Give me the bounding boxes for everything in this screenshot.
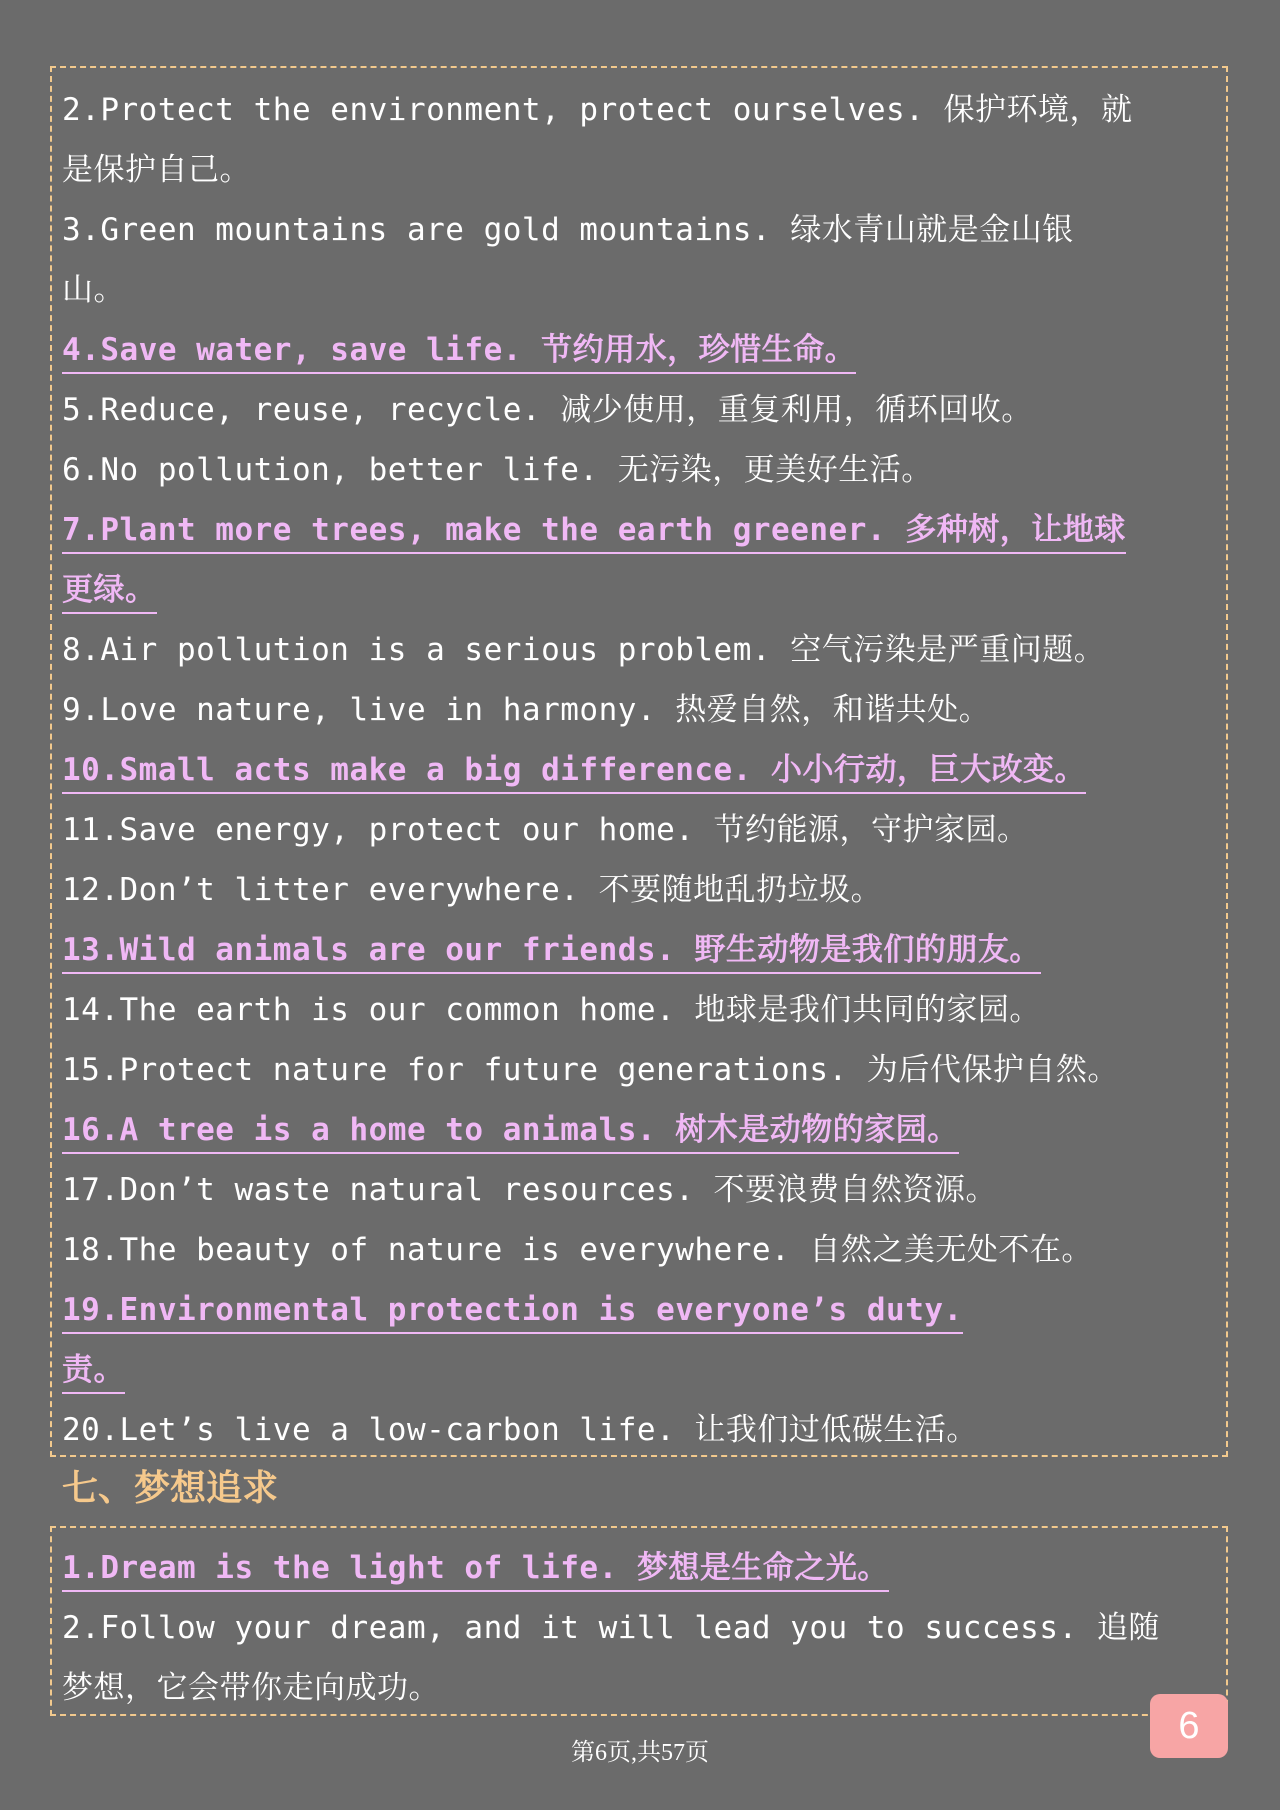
highlighted-phrase-text: 10.Small acts make a big difference. 小小行动，巨大改变。 <box>62 752 1086 794</box>
page-number-badge: 6 <box>1150 1694 1228 1758</box>
phrase-line: 是保护自己。 <box>62 152 251 188</box>
highlighted-phrase-line <box>62 1538 1216 1598</box>
highlighted-phrase-line <box>62 560 1216 620</box>
highlighted-phrase-line <box>62 740 1216 800</box>
phrase-line: 6.No pollution, better life. 无污染，更美好生活。 <box>62 452 933 488</box>
highlighted-phrase-text: 7.Plant more trees, make the earth greener. 多种树，让地球 <box>62 512 1126 554</box>
phrase-line: 14.The earth is our common home. 地球是我们共同的家园。 <box>62 992 1041 1028</box>
highlighted-phrase-line <box>62 1100 1216 1160</box>
phrase-line: 15.Protect nature for future generations. 为后代保护自然。 <box>62 1052 1119 1088</box>
highlighted-phrase-text: 19.Environmental protection is everyone’s duty. <box>62 1292 963 1334</box>
highlighted-phrase-text: 责。 <box>62 1352 125 1394</box>
phrase-line: 梦想，它会带你走向成功。 <box>62 1670 440 1706</box>
highlighted-phrase-text: 更绿。 <box>62 572 157 614</box>
highlighted-phrase-line <box>62 320 1216 380</box>
phrase-line: 5.Reduce, reuse, recycle. 减少使用，重复利用，循环回收。 <box>62 392 1033 428</box>
highlighted-phrase-text: 4.Save water, save life. 节约用水，珍惜生命。 <box>62 332 856 374</box>
highlighted-phrase-line <box>62 1280 1216 1340</box>
highlighted-phrase-line <box>62 920 1216 980</box>
phrase-line: 20.Let’s live a low-carbon life. 让我们过低碳生活。 <box>62 1412 978 1448</box>
page-footer: 第6页,共57页 <box>571 1740 709 1766</box>
highlighted-phrase-line <box>62 500 1216 560</box>
dream-phrases-box <box>50 1526 1228 1716</box>
phrase-line: 17.Don’t waste natural resources. 不要浪费自然资源。 <box>62 1172 998 1208</box>
highlighted-phrase-text: 13.Wild animals are our friends. 野生动物是我们的朋友。 <box>62 932 1041 974</box>
highlighted-phrase-line <box>62 1340 1216 1400</box>
highlighted-phrase-text: 16.A tree is a home to animals. 树木是动物的家园。 <box>62 1112 959 1154</box>
section-title: 七、梦想追求 <box>62 1467 279 1509</box>
phrase-line: 9.Love nature, live in harmony. 热爱自然，和谐共处。 <box>62 692 991 728</box>
phrase-line: 2.Follow your dream, and it will lead you to success. 追随 <box>62 1610 1160 1646</box>
phrase-line: 12.Don’t litter everywhere. 不要随地乱扔垃圾。 <box>62 872 883 908</box>
highlighted-phrase-text: 1.Dream is the light of life. 梦想是生命之光。 <box>62 1550 889 1592</box>
phrase-line: 3.Green mountains are gold mountains. 绿水青山就是金山银 <box>62 212 1074 248</box>
phrase-line: 18.The beauty of nature is everywhere. 自然之美无处不在。 <box>62 1232 1093 1268</box>
phrase-line: 8.Air pollution is a serious problem. 空气污染是严重问题。 <box>62 632 1106 668</box>
phrase-line: 11.Save energy, protect our home. 节约能源，守护家园。 <box>62 812 1029 848</box>
phrase-line: 山。 <box>62 272 125 308</box>
environment-phrases-box <box>50 66 1228 1457</box>
phrase-line: 2.Protect the environment, protect ourselves. 保护环境，就 <box>62 92 1133 128</box>
